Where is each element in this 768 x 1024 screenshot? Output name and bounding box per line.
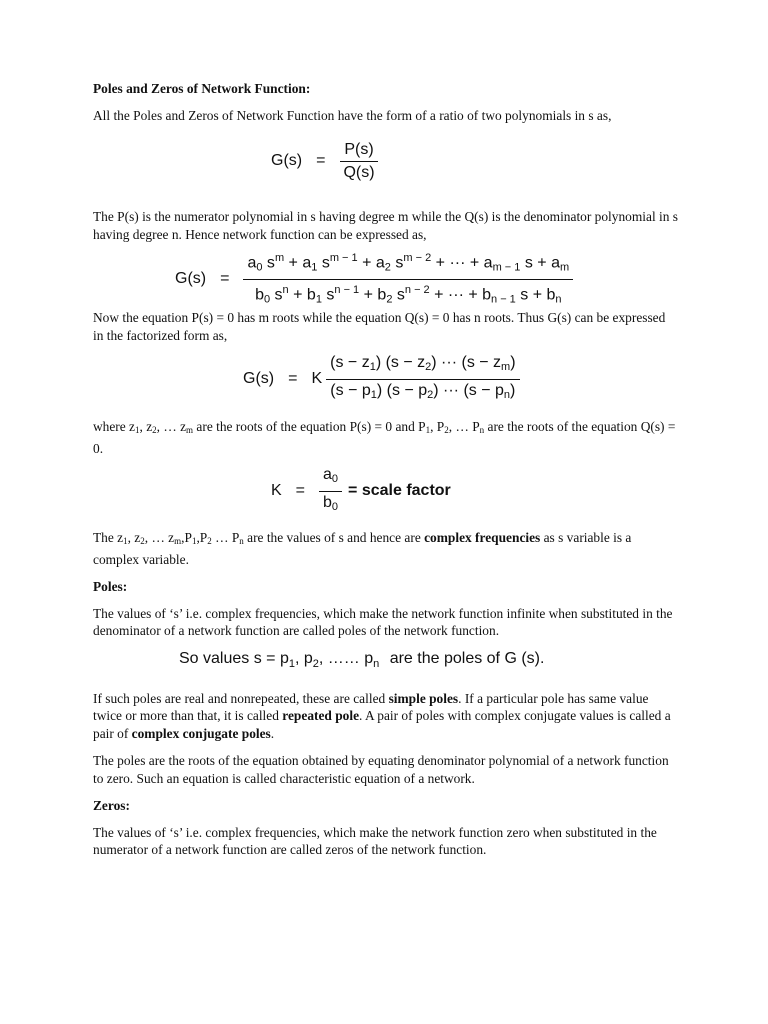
eq3-equals: =	[288, 370, 298, 388]
equation-poles-list: So values $s = p_1$, $p_2$, …… $p_n$ are the poles of G (s).	[179, 649, 545, 670]
eq1-numerator: P(s)	[340, 141, 377, 162]
roots-paragraph: Now the equation P(s) = 0 has m roots while the equation Q(s) = 0 has n roots. Thus G(s) can be expressed in the factorized form as,	[93, 310, 666, 343]
intro-paragraph: All the Poles and Zeros of Network Function have the form of a ratio of two polynomials in s as,	[93, 107, 612, 123]
equation-scale-factor	[271, 467, 678, 515]
eq3-numerator: $(s - z_1)$ $(s - z_2)$ ··· $(s - z_m)$	[326, 354, 519, 380]
eq4-lhs: K	[271, 482, 282, 500]
numerator-denominator-paragraph: The P(s) is the numerator polynomial in s having degree m while the Q(s) is the denominator polynomial in s having degree n. Hence network function can be expressed as,	[93, 209, 678, 242]
eq3-lhs: G(s)	[243, 370, 275, 388]
eq3-k: K	[311, 370, 323, 388]
eq4-numerator: $a_0$	[319, 466, 342, 492]
eq4-denominator: $b_0$	[323, 493, 339, 513]
eq4-rhs: = scale factor	[348, 482, 451, 500]
zeros-heading: Zeros:	[93, 798, 130, 813]
eq2-equals: =	[220, 270, 230, 288]
poles-heading: Poles:	[93, 579, 128, 594]
eq2-fraction	[243, 250, 573, 309]
eq3-denominator: $(s - p_1)$ $(s - p_2)$ ··· $(s - p_n)$	[330, 381, 516, 401]
eq1-fraction	[339, 141, 378, 181]
pole-types-paragraph: If such poles are real and nonrepeated, these are called simple poles. If a particular pole has same value twice or more than that, it is called repeated pole. A pair of poles with complex conjugate values is called a pair of complex conjugate poles.	[93, 690, 671, 741]
eq2-denominator: $b_0$ $s^n + b_1$ $s^{n - 1} + b_2$ $s^{n - 2}$ + ··· + $b_{n - 1}$ $s + b_n$	[255, 283, 562, 305]
eq4-fraction	[319, 466, 342, 516]
equation-polynomial-form	[175, 253, 678, 305]
poles-definition-paragraph: The values of ‘s’ i.e. complex frequencies, which make the network function infinite when substituted in the denominator of a network function are called poles of the network function.	[93, 605, 673, 638]
eq2-numerator: $a_0$ $s^m + a_1$ $s^{m - 1} + a_2$ $s^{m - 2}$ + ··· + $a_{m - 1}$ $s + a_m$	[243, 250, 573, 280]
roots-definition-paragraph: where $z_1$, $z_2$, … $z_m$ are the roots of the equation P(s) = 0 and $P_1$, $P_2$, … $P_n$ are the roots of the equation Q(s) = 0.	[93, 419, 676, 456]
complex-frequency-paragraph: The $z_1$, $z_2$, … $z_m,P_1,P_2$ … $P_n$ are the values of s and hence are complex frequencies as s variable is a complex variable.	[93, 530, 632, 567]
eq1-equals: =	[316, 152, 326, 170]
zeros-definition-paragraph: The values of ‘s’ i.e. complex frequencies, which make the network function zero when substituted in the numerator of a network function are called zeros of the network function.	[93, 824, 657, 857]
eq2-lhs: G(s)	[175, 270, 207, 288]
eq1-lhs: G(s)	[271, 152, 303, 170]
section-heading: Poles and Zeros of Network Function:	[93, 81, 311, 96]
document-page	[93, 80, 678, 869]
eq3-fraction	[326, 354, 519, 404]
eq4-equals: =	[295, 482, 306, 500]
eq1-denominator: Q(s)	[343, 163, 375, 181]
equation-factorized-form	[243, 354, 678, 404]
equation-g-ratio	[271, 138, 678, 184]
characteristic-equation-paragraph: The poles are the roots of the equation obtained by equating denominator polynomial of a network function to zero. Such an equation is called characteristic equation of a network.	[93, 753, 669, 786]
